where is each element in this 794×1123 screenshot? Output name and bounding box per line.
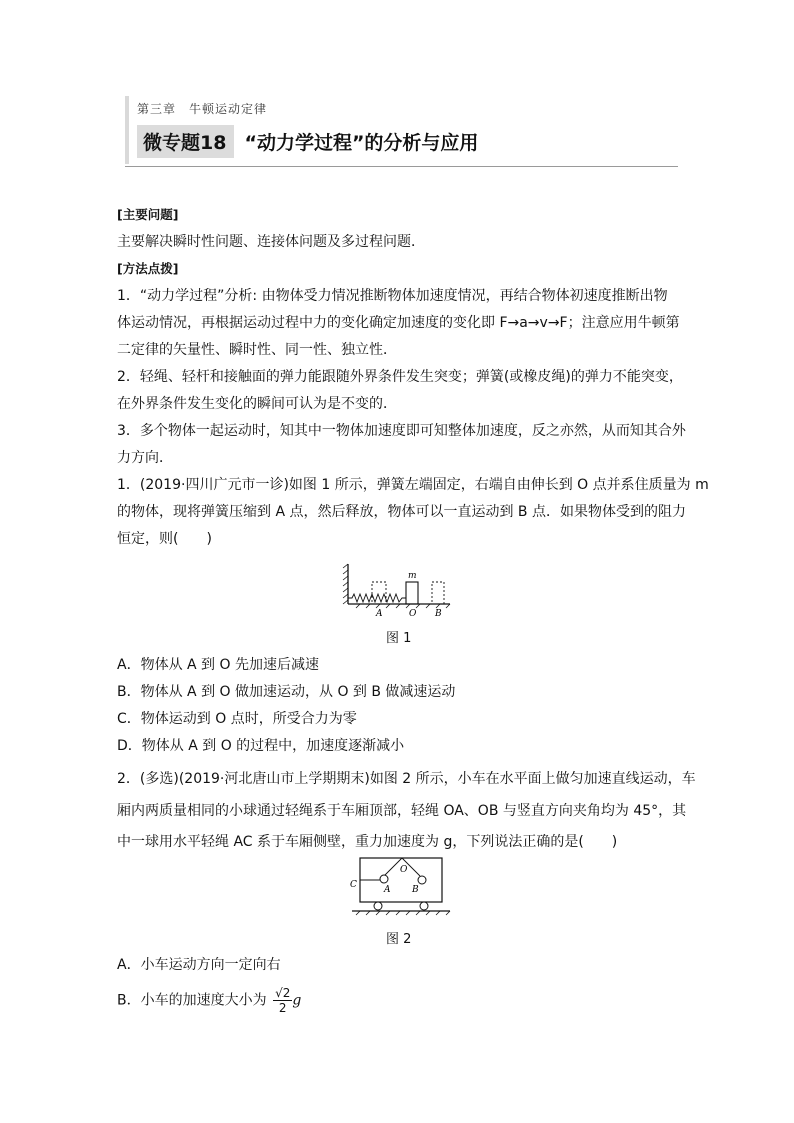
- figure-2-cart-diagram: [344, 856, 456, 918]
- ball-b-label: B: [412, 885, 419, 895]
- sqrt2-over-2-fraction: [273, 986, 292, 1015]
- mass-label: m: [408, 571, 417, 581]
- point-o-label: O: [400, 865, 408, 875]
- question-2-line-2: 厢内两质量相同的小球通过轻绳系于车厢顶部，轻绳 OA、OB 与竖直方向夹角均为 45°，其: [117, 803, 687, 819]
- point-b-label: B: [435, 609, 442, 619]
- main-problem-heading: [主要问题]: [117, 207, 179, 222]
- question-1-line-3: 恒定，则( ): [117, 531, 212, 547]
- fraction-denominator: 2: [278, 1001, 287, 1015]
- point-c-label: C: [350, 880, 357, 890]
- figure-1-spring-diagram: [342, 560, 454, 620]
- title-row: [137, 124, 478, 158]
- main-problem-text: 主要解决瞬时性问题、连接体问题及多过程问题．: [117, 234, 425, 250]
- question-2-line-1: 2．(多选)(2019·河北唐山市上学期期末)如图 2 所示，小车在水平面上做匀加速直线运动，车: [117, 771, 696, 787]
- question-1-option-b: B．物体从 A 到 O 做加速运动，从 O 到 B 做减速运动: [117, 684, 456, 700]
- question-1-option-a: A．物体从 A 到 O 先加速后减速: [117, 657, 319, 673]
- ball-a-label: A: [384, 885, 391, 895]
- question-2-option-a: A．小车运动方向一定向右: [117, 957, 281, 973]
- figure-1-caption: 图 1: [386, 631, 412, 646]
- fraction-numerator: √2: [275, 986, 291, 1000]
- method-1-line-1: 1．“动力学过程”分析: 由物体受力情况推断物体加速度情况，再结合物体初速度推断出物: [117, 288, 668, 304]
- question-1-line-2: 的物体，现将弹簧压缩到 A 点，然后释放，物体可以一直运动到 B 点．如果物体受到的阻力: [117, 504, 686, 520]
- question-2-line-3: 中一球用水平轻绳 AC 系于车厢侧壁，重力加速度为 g，下列说法正确的是( ): [117, 834, 618, 850]
- gravity-variable: g: [292, 992, 302, 1009]
- method-3-line-2: 力方向．: [117, 450, 173, 466]
- method-1-line-3: 二定律的矢量性、瞬时性、同一性、独立性．: [117, 342, 397, 358]
- chapter-label: 第三章 牛顿运动定律: [137, 102, 268, 116]
- question-2-option-b: [117, 986, 301, 1015]
- page-title: “动力学过程”的分析与应用: [244, 131, 479, 154]
- question-1-option-d: D．物体从 A 到 O 的过程中，加速度逐渐减小: [117, 738, 405, 754]
- method-3-line-1: 3．多个物体一起运动时，知其中一物体加速度即可知整体加速度，反之亦然，从而知其合外: [117, 423, 686, 439]
- method-2-line-1: 2．轻绳、轻杆和接触面的弹力能跟随外界条件发生突变；弹簧(或橡皮绳)的弹力不能突变，: [117, 369, 683, 385]
- header-accent-bar: [125, 96, 129, 164]
- point-a-label: A: [376, 609, 383, 619]
- method-1-line-2: 体运动情况，再根据运动过程中力的变化确定加速度的变化即 F→a→v→F；注意应用牛顿第: [117, 315, 680, 331]
- question-1-line-1: 1．(2019·四川广元市一诊)如图 1 所示，弹簧左端固定，右端自由伸长到 O 点并系住质量为 m: [117, 477, 709, 493]
- method-heading: [方法点拨]: [117, 261, 179, 276]
- chapter-header: [125, 96, 678, 166]
- question-1-option-c: C．物体运动到 O 点时，所受合力为零: [117, 711, 357, 727]
- figure-2-caption: 图 2: [386, 932, 412, 947]
- option-b-text: B．小车的加速度大小为: [117, 992, 267, 1009]
- method-2-line-2: 在外界条件发生变化的瞬间可认为是不变的．: [117, 396, 397, 412]
- point-o-label: O: [409, 609, 417, 619]
- topic-number-tag: 微专题18: [137, 125, 234, 158]
- header-divider: [125, 166, 678, 167]
